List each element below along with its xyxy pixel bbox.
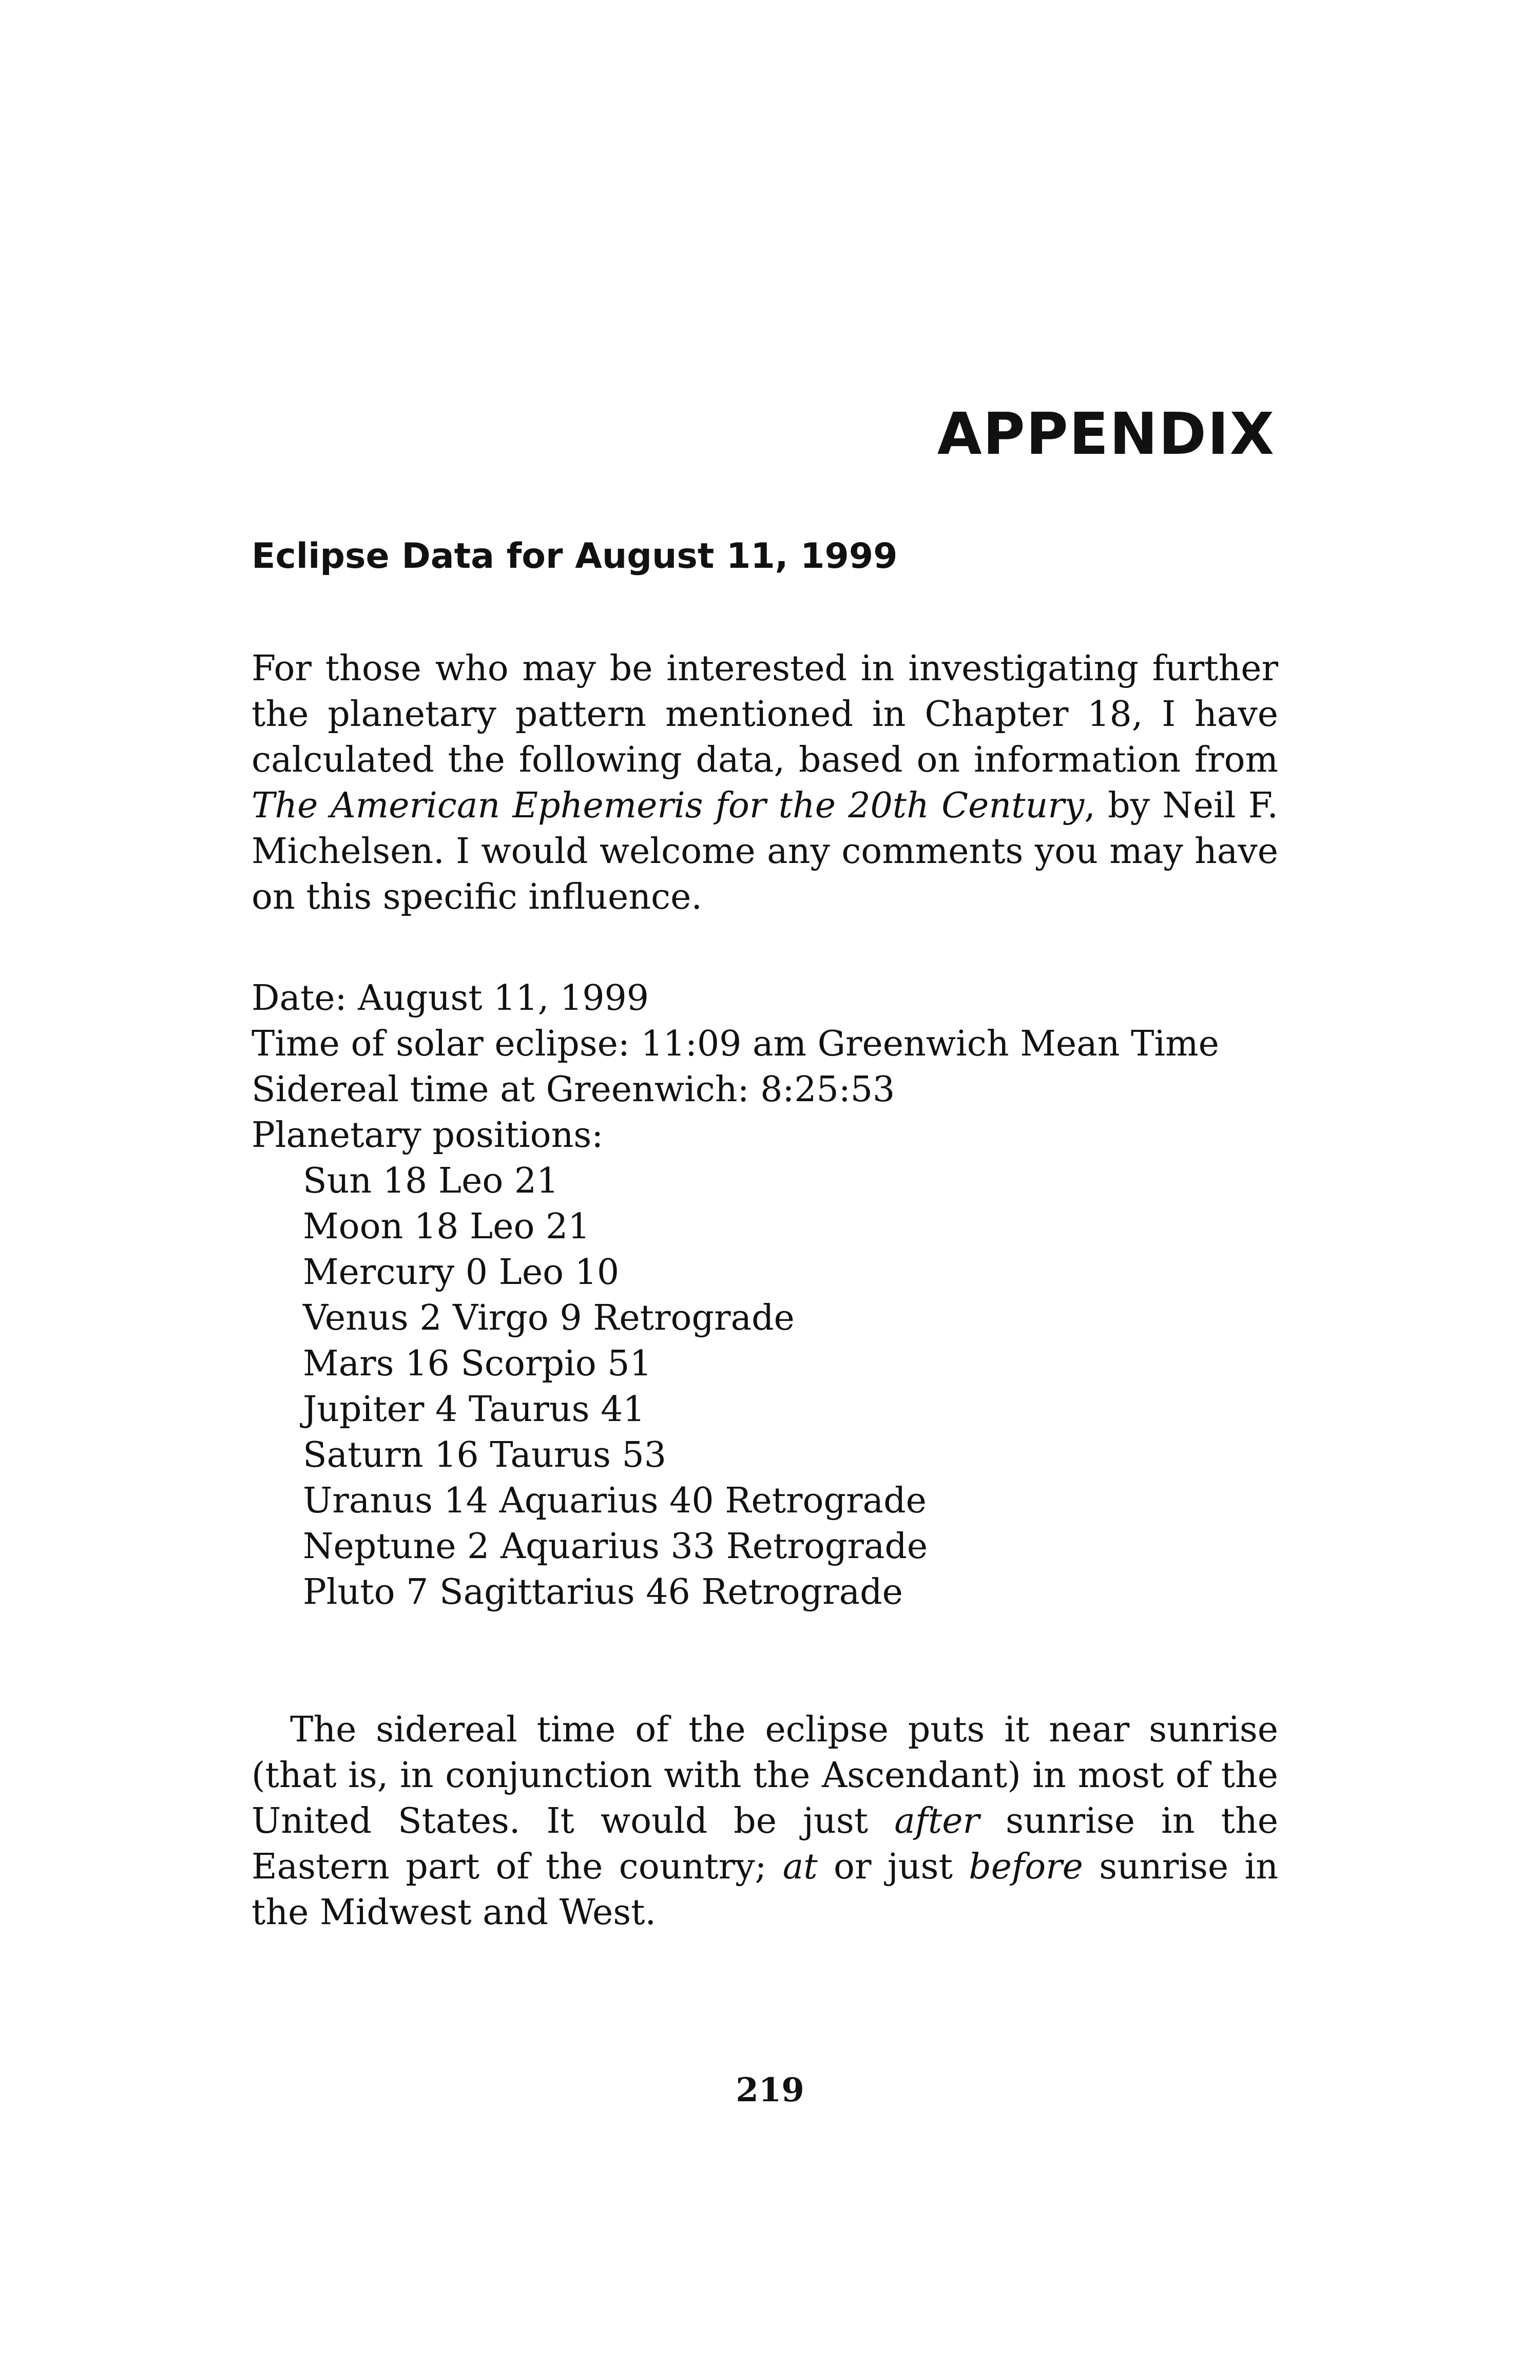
positions-label: Planetary positions:	[252, 1115, 604, 1156]
planet-position: Saturn 16 Taurus 53	[303, 1435, 667, 1475]
planet-position: Neptune 2 Aquarius 33 Retrograde	[303, 1526, 928, 1567]
emphasis-after: after	[894, 1801, 979, 1841]
intro-text-1: For those who may be interested in investigating further the planetary pattern mentioned in Chapter 18, I have calculated the following data, based on information from	[252, 648, 1278, 780]
closing-text-4: sunrise in the Midwest and West.	[252, 1847, 1278, 1933]
intro-text-2: , by Neil F. Michelsen. I would welcome any comments you may have on this specific influence.	[252, 785, 1278, 917]
sidereal-time: Sidereal time at Greenwich: 8:25:53	[252, 1069, 895, 1110]
planet-position: Uranus 14 Aquarius 40 Retrograde	[303, 1481, 927, 1521]
page-number: 219	[736, 2071, 804, 2109]
closing-text-2: sunrise in the Eastern part of the country;	[252, 1801, 1279, 1887]
chapter-title: APPENDIX	[937, 401, 1275, 468]
planet-position: Mars 16 Scorpio 51	[303, 1343, 652, 1384]
emphasis-before: before	[969, 1847, 1083, 1887]
closing-text-1: The sidereal time of the eclipse puts it near sunrise (that is, in conjunction with the Ascendant) in most of the United States. It would be just	[252, 1710, 1278, 1841]
planet-position: Pluto 7 Sagittarius 46 Retrograde	[303, 1572, 903, 1613]
closing-paragraph	[252, 1707, 1278, 1935]
emphasis-at: at	[782, 1847, 818, 1887]
planet-position: Venus 2 Virgo 9 Retrograde	[303, 1298, 795, 1338]
eclipse-date: Date: August 11, 1999	[252, 978, 649, 1019]
intro-paragraph	[252, 646, 1278, 920]
book-title: The American Ephemeris for the 20th Century	[252, 785, 1085, 826]
planet-position: Mercury 0 Leo 10	[303, 1252, 620, 1293]
eclipse-time: Time of solar eclipse: 11:09 am Greenwich Mean Time	[252, 1024, 1219, 1064]
closing-text-3: or just	[817, 1847, 969, 1887]
section-heading: Eclipse Data for August 11, 1999	[252, 536, 898, 577]
planet-position: Moon 18 Leo 21	[303, 1206, 590, 1247]
planet-position: Jupiter 4 Taurus 41	[303, 1389, 645, 1430]
planetary-positions-list	[252, 1158, 1304, 1615]
planet-position: Sun 18 Leo 21	[303, 1161, 559, 1201]
eclipse-data	[252, 975, 1304, 1615]
